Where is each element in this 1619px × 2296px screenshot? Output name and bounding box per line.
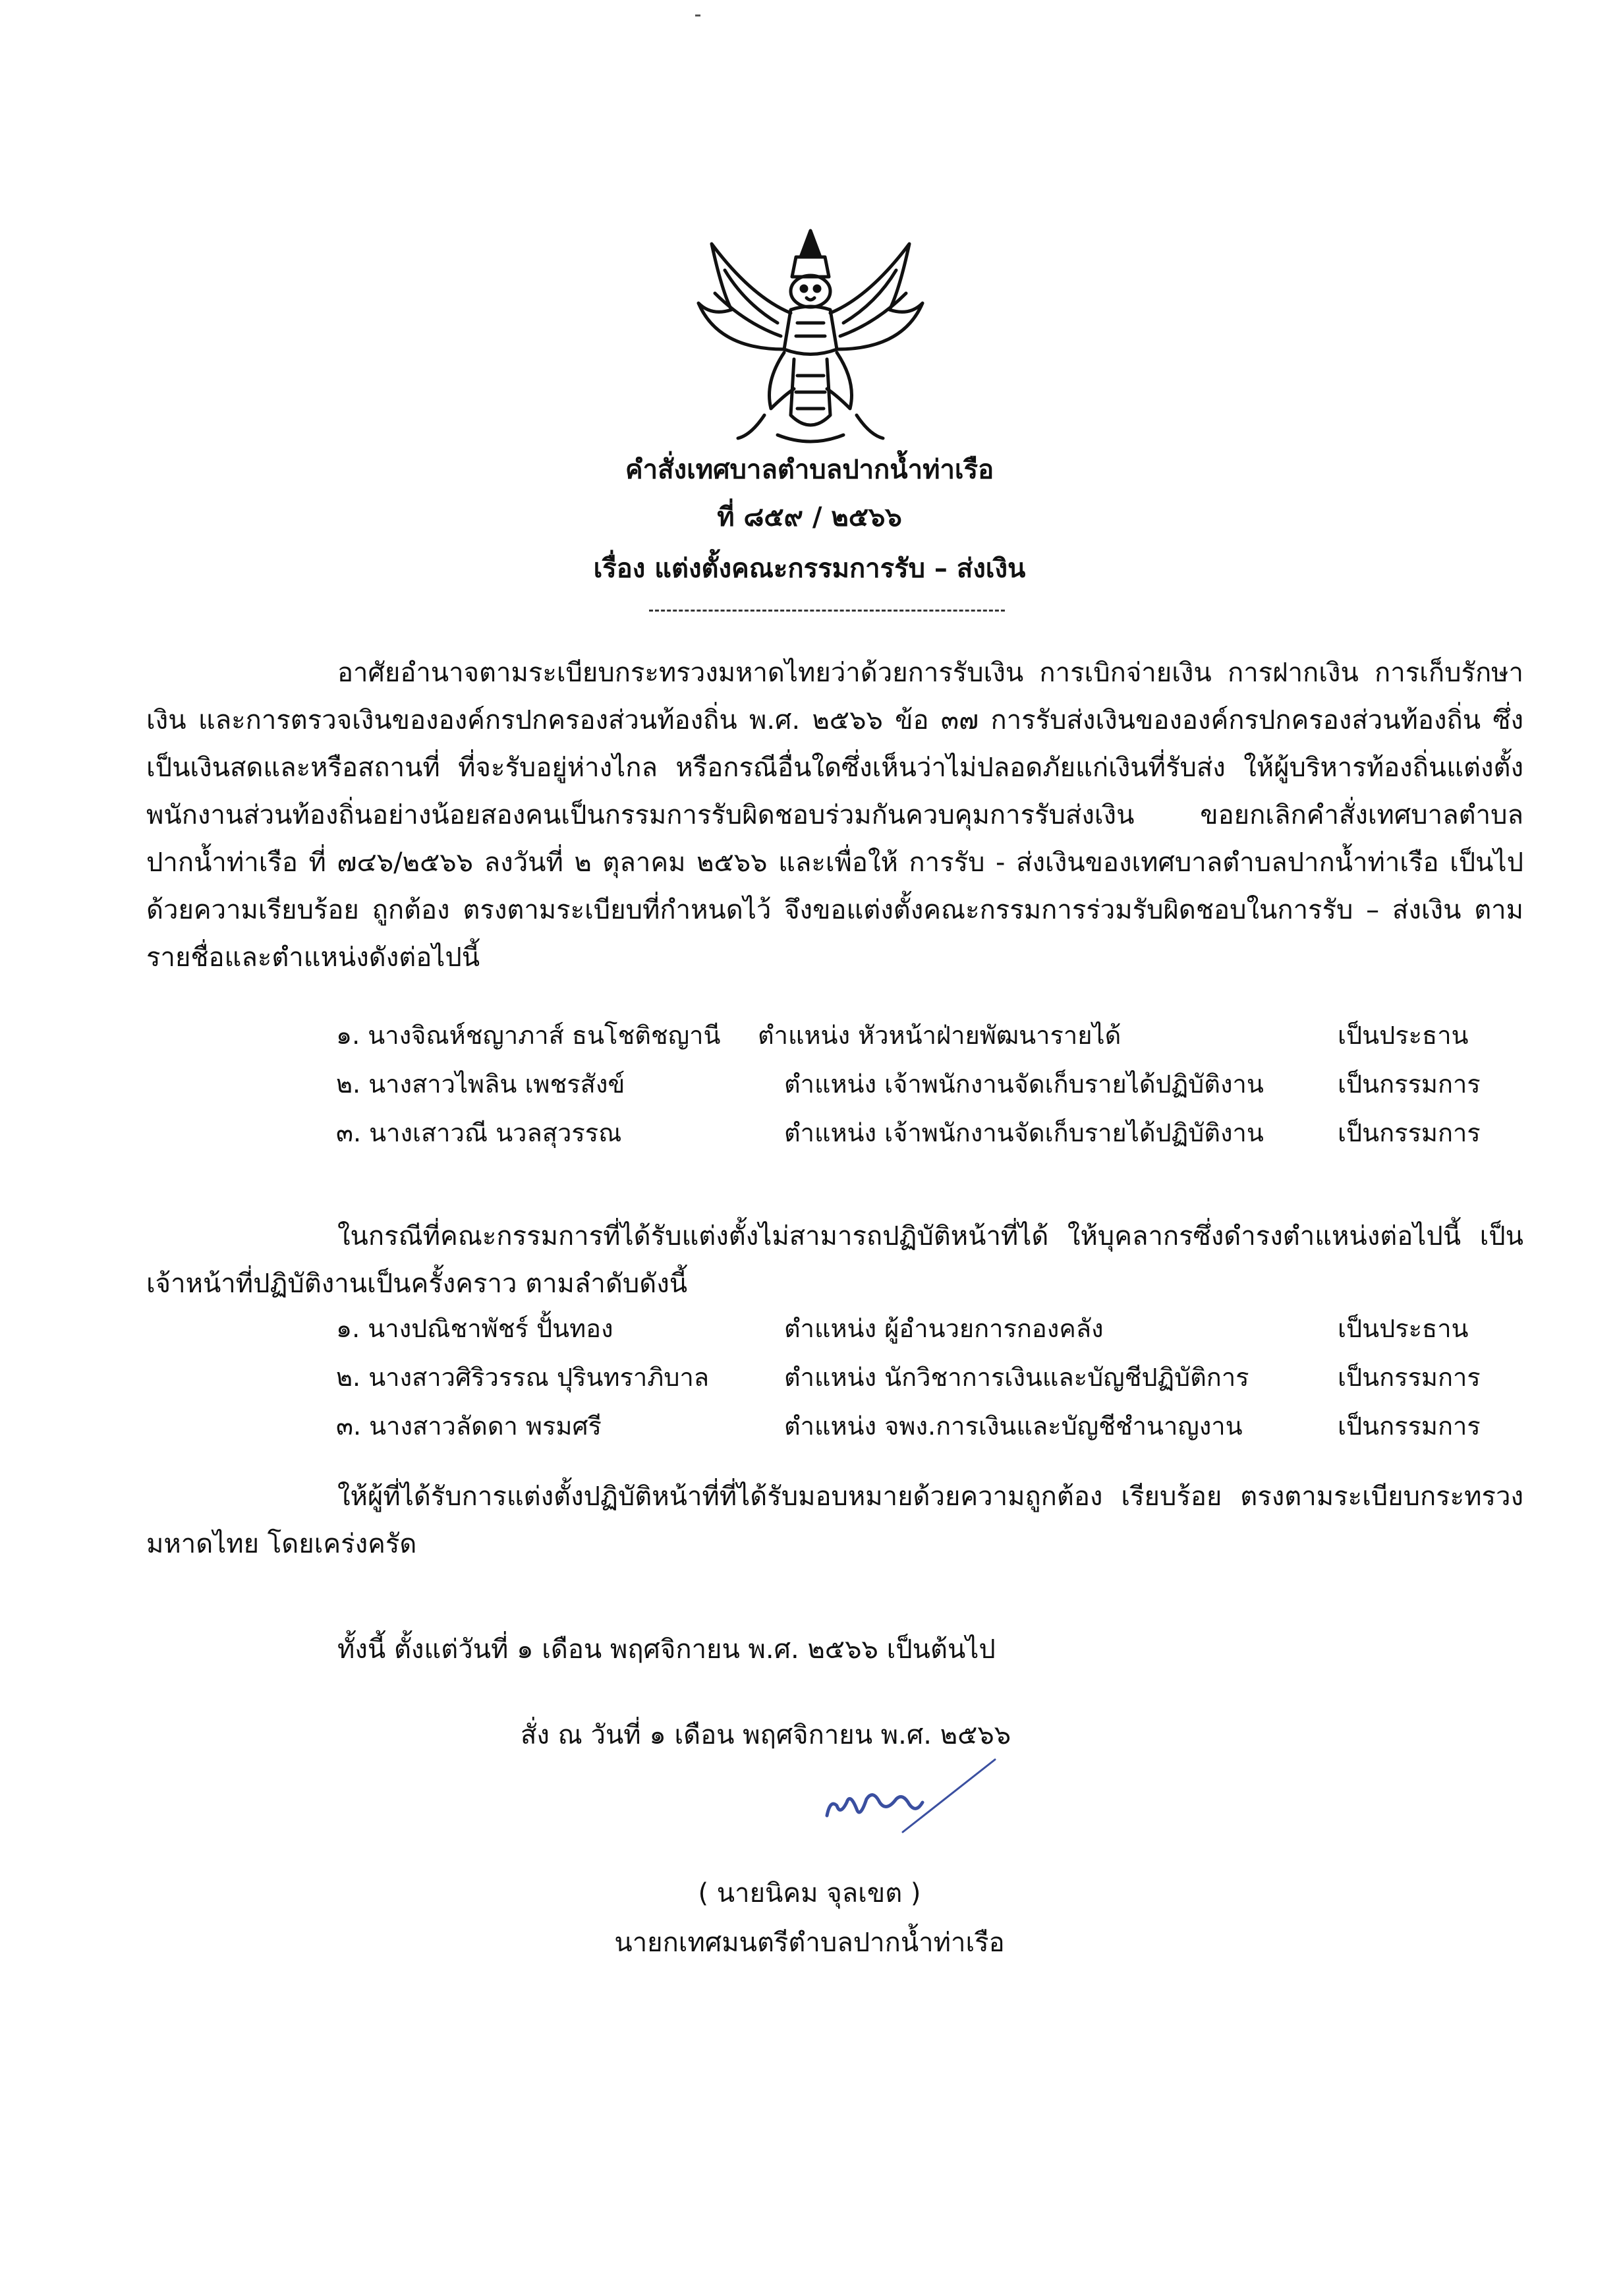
substitute-role: เป็นกรรมการ bbox=[1338, 1412, 1481, 1441]
member-name: ๓. นางเสาวณี นวลสุวรรณ bbox=[336, 1118, 622, 1147]
paragraph-authority-text: อาศัยอำนาจตามระเบียบกระทรวงมหาดไทยว่าด้วยการรับเงิน การเบิกจ่ายเงิน การฝากเงิน การเก็บรักษาเงิน และการตรวจเงินขององค์กรปกครองส่วนท้องถิ่น พ.ศ. ๒๕๖๖ ข้อ ๓๗ การรับส่งเงินขององค์กรปกครองส่วนท้องถิ่น ซึ่งเป็นเงินสดและหรือสถานที่ ที่จะรับอยู่ห่างไกล หรือกรณีอื่นใดซึ่งเห็นว่าไม่ปลอดภัยแก่เงินที่รับส่ง ให้ผู้บริหารท้องถิ่นแต่งตั้งพนักงานส่วนท้องถิ่นอย่างน้อยสองคนเป็นกรรมการรับผิดชอบร่วมกันควบคุมการรับส่งเงิน ขอยกเลิกคำสั่งเทศบาลตำบลปากน้ำท่าเรือ ที่ ๗๔๖/๒๕๖๖ ลงวันที่ ๒ ตุลาคม ๒๕๖๖ และเพื่อให้ การรับ - ส่งเงินของเทศบาลตำบลปากน้ำท่าเรือ เป็นไปด้วยความเรียบร้อย ถูกต้อง ตรงตามระเบียบที่กำหนดไว้ จึงขอแต่งตั้งคณะกรรมการร่วมรับผิดชอบในการรับ – ส่งเงิน ตามรายชื่อและตำแหน่งดังต่อไปนี้ bbox=[146, 658, 1523, 973]
member-position: ตำแหน่ง เจ้าพนักงานจัดเก็บรายได้ปฏิบัติงาน bbox=[784, 1070, 1264, 1099]
member-position: ตำแหน่ง เจ้าพนักงานจัดเก็บรายได้ปฏิบัติงาน bbox=[784, 1118, 1264, 1147]
garuda-emblem-icon bbox=[685, 217, 936, 455]
paragraph-instruction-text: ให้ผู้ที่ได้รับการแต่งตั้งปฏิบัติหน้าที่ที่ได้รับมอบหมายด้วยความถูกต้อง เรียบร้อย ตรงตามระเบียบกระทรวงมหาดไทย โดยเคร่งครัด bbox=[146, 1481, 1523, 1559]
order-number: ที่ ๘๕๙ / ๒๕๖๖ bbox=[717, 502, 902, 532]
order-date: สั่ง ณ วันที่ ๑ เดือน พฤศจิกายน พ.ศ. ๒๕๖๖ bbox=[521, 1720, 1011, 1750]
scan-speck bbox=[695, 14, 700, 16]
signer-name: ( นายนิคม จุลเขต ) bbox=[698, 1878, 921, 1909]
committee-list bbox=[336, 1015, 1535, 1161]
title-divider bbox=[649, 610, 1005, 612]
list-item bbox=[336, 1112, 1535, 1161]
substitute-name: ๓. นางสาวลัดดา พรมศรี bbox=[336, 1412, 602, 1441]
substitute-name: ๑. นางปณิชาพัชร์ ปั้นทอง bbox=[336, 1314, 613, 1343]
member-role: เป็นกรรมการ bbox=[1338, 1118, 1481, 1147]
list-item bbox=[336, 1308, 1535, 1357]
list-item bbox=[336, 1015, 1535, 1064]
member-name: ๒. นางสาวไพลิน เพชรสังข์ bbox=[336, 1070, 625, 1099]
member-role: เป็นกรรมการ bbox=[1338, 1070, 1481, 1099]
member-name: ๑. นางจิณห์ชญาภาส์ ธนโชติชญานี bbox=[336, 1021, 721, 1050]
list-item bbox=[336, 1406, 1535, 1454]
paragraph-authority bbox=[146, 649, 1523, 981]
list-item bbox=[336, 1064, 1535, 1112]
list-item bbox=[336, 1357, 1535, 1406]
signer-title: นายกเทศมนตรีตำบลปากน้ำท่าเรือ bbox=[614, 1928, 1005, 1958]
effective-date: ทั้งนี้ ตั้งแต่วันที่ ๑ เดือน พฤศจิกายน พ.ศ. ๒๕๖๖ เป็นต้นไป bbox=[337, 1634, 996, 1665]
paragraph-substitutes bbox=[146, 1213, 1523, 1307]
paragraph-instruction bbox=[146, 1473, 1523, 1568]
substitute-position: ตำแหน่ง จพง.การเงินและบัญชีชำนาญงาน bbox=[784, 1412, 1243, 1441]
substitute-list bbox=[336, 1308, 1535, 1454]
substitute-name: ๒. นางสาวศิริวรรณ ปุรินทราภิบาล bbox=[336, 1363, 710, 1392]
order-title: คำสั่งเทศบาลตำบลปากน้ำท่าเรือ bbox=[625, 455, 994, 485]
substitute-role: เป็นประธาน bbox=[1338, 1314, 1469, 1343]
member-role: เป็นประธาน bbox=[1338, 1021, 1469, 1050]
substitute-position: ตำแหน่ง ผู้อำนวยการกองคลัง bbox=[784, 1314, 1104, 1343]
substitute-role: เป็นกรรมการ bbox=[1338, 1363, 1481, 1392]
paragraph-substitutes-text: ในกรณีที่คณะกรรมการที่ได้รับแต่งตั้งไม่สามารถปฏิบัติหน้าที่ได้ ให้บุคลากรซึ่งดำรงตำแหน่งต่อไปนี้ เป็นเจ้าหน้าที่ปฏิบัติงานเป็นครั้งคราว ตามลำดับดังนี้ bbox=[146, 1221, 1523, 1299]
order-subject: เรื่อง แต่งตั้งคณะกรรมการรับ – ส่งเงิน bbox=[593, 554, 1026, 584]
substitute-position: ตำแหน่ง นักวิชาการเงินและบัญชีปฏิบัติการ bbox=[784, 1363, 1249, 1392]
member-position: ตำแหน่ง หัวหน้าฝ่ายพัฒนารายได้ bbox=[758, 1021, 1122, 1050]
handwritten-signature bbox=[824, 1753, 1002, 1839]
